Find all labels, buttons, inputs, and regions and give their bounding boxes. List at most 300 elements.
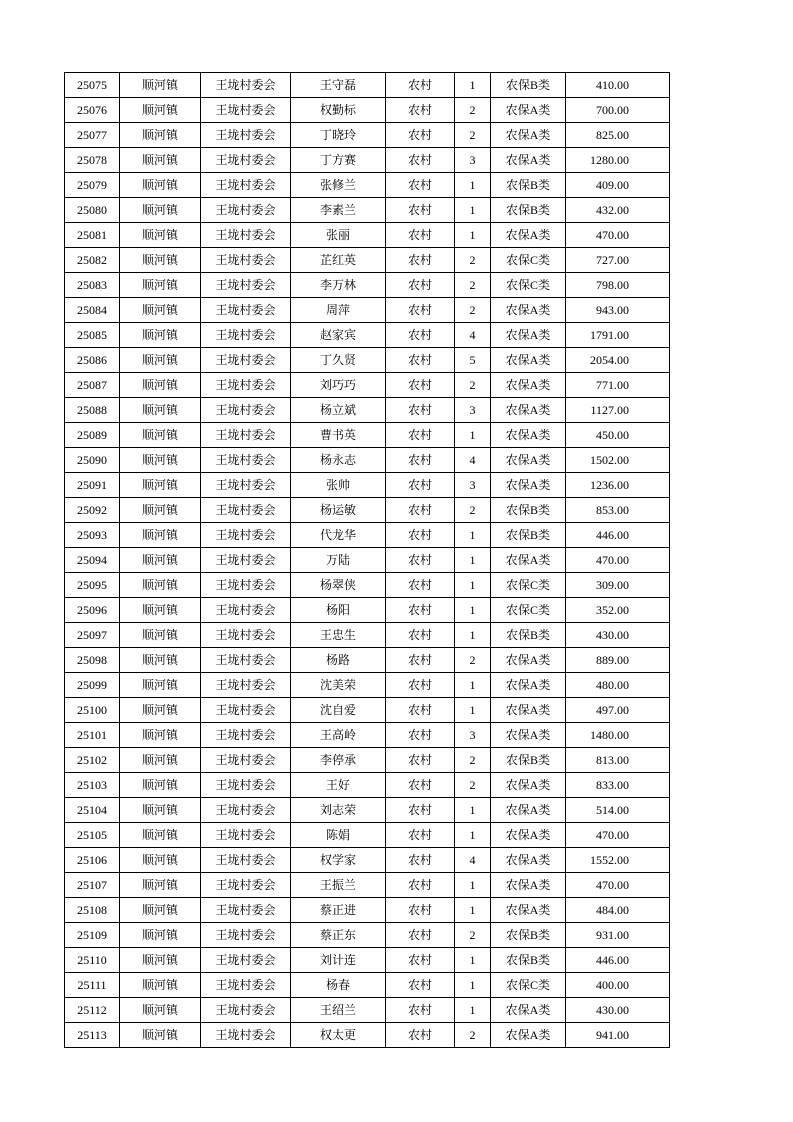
table-cell-count: 1 [455,73,491,98]
table-cell-id: 25108 [65,898,120,923]
table-cell-category: 农保C类 [491,973,566,998]
table-row [65,723,670,748]
table-cell-category: 农保A类 [491,723,566,748]
table-cell-amount: 309.00 [566,573,670,598]
table-cell-amount: 813.00 [566,748,670,773]
table-cell-amount: 1236.00 [566,473,670,498]
table-cell-residence: 农村 [386,98,455,123]
table-cell-residence: 农村 [386,723,455,748]
table-cell-village: 王垅村委会 [201,98,291,123]
table-cell-id: 25091 [65,473,120,498]
table-cell-count: 1 [455,198,491,223]
table-cell-residence: 农村 [386,1023,455,1048]
table-cell-category: 农保A类 [491,1023,566,1048]
table-cell-town: 顺河镇 [120,948,201,973]
table-cell-amount: 409.00 [566,173,670,198]
table-cell-residence: 农村 [386,273,455,298]
table-row [65,398,670,423]
table-cell-category: 农保A类 [491,773,566,798]
table-cell-name: 王振兰 [291,873,386,898]
table-cell-name: 丁方赛 [291,148,386,173]
table-cell-town: 顺河镇 [120,448,201,473]
table-cell-name: 杨翠侠 [291,573,386,598]
table-cell-category: 农保B类 [491,198,566,223]
table-cell-category: 农保B类 [491,523,566,548]
table-cell-category: 农保A类 [491,223,566,248]
table-cell-name: 王绍兰 [291,998,386,1023]
table-cell-id: 25075 [65,73,120,98]
table-cell-amount: 1280.00 [566,148,670,173]
table-cell-village: 王垅村委会 [201,373,291,398]
table-cell-count: 3 [455,148,491,173]
table-cell-amount: 931.00 [566,923,670,948]
table-cell-id: 25080 [65,198,120,223]
table-cell-village: 王垅村委会 [201,623,291,648]
table-cell-count: 1 [455,523,491,548]
table-cell-residence: 农村 [386,823,455,848]
table-row [65,498,670,523]
table-cell-village: 王垅村委会 [201,173,291,198]
table-row [65,623,670,648]
table-row [65,98,670,123]
table-cell-count: 5 [455,348,491,373]
table-cell-village: 王垅村委会 [201,323,291,348]
table-cell-residence: 农村 [386,923,455,948]
table-cell-id: 25093 [65,523,120,548]
table-cell-count: 2 [455,273,491,298]
table-cell-village: 王垅村委会 [201,548,291,573]
table-cell-residence: 农村 [386,148,455,173]
table-cell-town: 顺河镇 [120,273,201,298]
table-cell-name: 代龙华 [291,523,386,548]
table-cell-town: 顺河镇 [120,498,201,523]
table-cell-name: 杨立斌 [291,398,386,423]
table-cell-residence: 农村 [386,73,455,98]
table-cell-village: 王垅村委会 [201,898,291,923]
table-cell-amount: 446.00 [566,523,670,548]
table-row [65,573,670,598]
table-cell-town: 顺河镇 [120,598,201,623]
table-row [65,773,670,798]
table-row [65,548,670,573]
table-cell-residence: 农村 [386,873,455,898]
table-cell-id: 25098 [65,648,120,673]
table-cell-name: 张丽 [291,223,386,248]
table-cell-name: 芷红英 [291,248,386,273]
table-cell-town: 顺河镇 [120,423,201,448]
table-row [65,998,670,1023]
table-cell-id: 25089 [65,423,120,448]
table-cell-amount: 1502.00 [566,448,670,473]
table-cell-name: 权太更 [291,1023,386,1048]
table-cell-category: 农保B类 [491,498,566,523]
table-cell-name: 沈自爱 [291,698,386,723]
table-cell-id: 25079 [65,173,120,198]
table-cell-name: 王守磊 [291,73,386,98]
table-cell-amount: 943.00 [566,298,670,323]
table-cell-residence: 农村 [386,548,455,573]
table-cell-town: 顺河镇 [120,73,201,98]
table-cell-id: 25087 [65,373,120,398]
table-cell-category: 农保B类 [491,948,566,973]
table-cell-village: 王垅村委会 [201,473,291,498]
table-cell-town: 顺河镇 [120,473,201,498]
table-cell-count: 1 [455,623,491,648]
table-cell-name: 赵家宾 [291,323,386,348]
table-cell-name: 杨路 [291,648,386,673]
table-cell-count: 2 [455,648,491,673]
table-cell-village: 王垅村委会 [201,698,291,723]
table-cell-name: 张修兰 [291,173,386,198]
table-cell-village: 王垅村委会 [201,498,291,523]
table-cell-name: 蔡正进 [291,898,386,923]
table-cell-town: 顺河镇 [120,148,201,173]
table-cell-category: 农保A类 [491,698,566,723]
table-cell-village: 王垅村委会 [201,298,291,323]
table-cell-count: 2 [455,748,491,773]
table-cell-amount: 1127.00 [566,398,670,423]
table-cell-town: 顺河镇 [120,1023,201,1048]
table-cell-category: 农保A类 [491,473,566,498]
table-row [65,198,670,223]
table-cell-village: 王垅村委会 [201,598,291,623]
table-cell-village: 王垅村委会 [201,748,291,773]
table-cell-residence: 农村 [386,298,455,323]
table-cell-town: 顺河镇 [120,898,201,923]
table-cell-name: 陈娟 [291,823,386,848]
table-row [65,798,670,823]
table-cell-category: 农保C类 [491,598,566,623]
table-cell-amount: 470.00 [566,223,670,248]
table-cell-residence: 农村 [386,773,455,798]
table-cell-category: 农保B类 [491,923,566,948]
table-cell-count: 3 [455,398,491,423]
table-cell-count: 1 [455,548,491,573]
table-cell-count: 2 [455,498,491,523]
table-cell-amount: 700.00 [566,98,670,123]
table-cell-amount: 400.00 [566,973,670,998]
table-cell-id: 25094 [65,548,120,573]
table-cell-category: 农保A类 [491,998,566,1023]
table-row [65,898,670,923]
table-cell-amount: 833.00 [566,773,670,798]
table-cell-town: 顺河镇 [120,698,201,723]
table-cell-amount: 470.00 [566,548,670,573]
table-cell-village: 王垅村委会 [201,948,291,973]
table-row [65,698,670,723]
table-cell-village: 王垅村委会 [201,398,291,423]
table-cell-count: 2 [455,123,491,148]
table-cell-category: 农保A类 [491,798,566,823]
table-cell-town: 顺河镇 [120,223,201,248]
records-table-body [65,73,670,1048]
table-cell-name: 杨运敏 [291,498,386,523]
table-cell-name: 杨春 [291,973,386,998]
table-cell-id: 25078 [65,148,120,173]
table-cell-count: 1 [455,598,491,623]
table-cell-name: 王好 [291,773,386,798]
table-cell-count: 2 [455,1023,491,1048]
table-cell-town: 顺河镇 [120,848,201,873]
table-cell-village: 王垅村委会 [201,148,291,173]
table-cell-residence: 农村 [386,648,455,673]
table-cell-amount: 941.00 [566,1023,670,1048]
table-cell-category: 农保B类 [491,173,566,198]
table-cell-residence: 农村 [386,348,455,373]
table-cell-category: 农保A类 [491,298,566,323]
table-cell-town: 顺河镇 [120,648,201,673]
table-cell-town: 顺河镇 [120,798,201,823]
table-cell-name: 周萍 [291,298,386,323]
table-row [65,323,670,348]
table-cell-count: 1 [455,898,491,923]
table-cell-residence: 农村 [386,173,455,198]
table-cell-id: 25103 [65,773,120,798]
table-cell-name: 权学家 [291,848,386,873]
table-cell-town: 顺河镇 [120,348,201,373]
table-cell-town: 顺河镇 [120,623,201,648]
table-cell-residence: 农村 [386,948,455,973]
table-row [65,273,670,298]
table-row [65,923,670,948]
table-cell-category: 农保A类 [491,148,566,173]
table-cell-id: 25083 [65,273,120,298]
table-cell-amount: 853.00 [566,498,670,523]
table-cell-amount: 1791.00 [566,323,670,348]
table-cell-town: 顺河镇 [120,523,201,548]
table-cell-count: 4 [455,323,491,348]
table-cell-amount: 480.00 [566,673,670,698]
table-cell-id: 25090 [65,448,120,473]
table-cell-village: 王垅村委会 [201,1023,291,1048]
table-cell-category: 农保C类 [491,248,566,273]
table-cell-count: 1 [455,698,491,723]
table-cell-id: 25099 [65,673,120,698]
table-row [65,448,670,473]
table-cell-town: 顺河镇 [120,923,201,948]
table-cell-village: 王垅村委会 [201,648,291,673]
table-cell-name: 刘巧巧 [291,373,386,398]
table-cell-category: 农保A类 [491,323,566,348]
table-cell-amount: 497.00 [566,698,670,723]
table-cell-id: 25104 [65,798,120,823]
table-cell-town: 顺河镇 [120,198,201,223]
table-cell-id: 25107 [65,873,120,898]
table-cell-category: 农保A类 [491,448,566,473]
table-cell-amount: 470.00 [566,873,670,898]
table-cell-id: 25088 [65,398,120,423]
table-cell-count: 2 [455,298,491,323]
table-cell-category: 农保A类 [491,423,566,448]
table-cell-residence: 农村 [386,323,455,348]
table-cell-residence: 农村 [386,698,455,723]
table-cell-village: 王垅村委会 [201,723,291,748]
table-cell-town: 顺河镇 [120,773,201,798]
table-cell-town: 顺河镇 [120,823,201,848]
table-cell-count: 3 [455,473,491,498]
table-cell-count: 2 [455,373,491,398]
table-row [65,823,670,848]
table-row [65,173,670,198]
table-cell-town: 顺河镇 [120,123,201,148]
table-cell-amount: 484.00 [566,898,670,923]
table-cell-amount: 410.00 [566,73,670,98]
table-cell-count: 1 [455,423,491,448]
table-row [65,523,670,548]
table-cell-town: 顺河镇 [120,673,201,698]
table-cell-village: 王垅村委会 [201,523,291,548]
table-cell-village: 王垅村委会 [201,823,291,848]
table-cell-residence: 农村 [386,598,455,623]
table-cell-amount: 352.00 [566,598,670,623]
table-cell-residence: 农村 [386,248,455,273]
table-cell-count: 1 [455,873,491,898]
table-cell-id: 25081 [65,223,120,248]
table-cell-id: 25110 [65,948,120,973]
table-cell-category: 农保B类 [491,748,566,773]
table-cell-residence: 农村 [386,423,455,448]
table-cell-name: 权勤标 [291,98,386,123]
table-cell-name: 李素兰 [291,198,386,223]
table-cell-name: 丁晓玲 [291,123,386,148]
table-cell-town: 顺河镇 [120,573,201,598]
table-cell-town: 顺河镇 [120,998,201,1023]
table-cell-name: 丁久贤 [291,348,386,373]
table-cell-amount: 727.00 [566,248,670,273]
table-cell-amount: 798.00 [566,273,670,298]
table-cell-name: 万陆 [291,548,386,573]
table-cell-village: 王垅村委会 [201,423,291,448]
table-cell-amount: 889.00 [566,648,670,673]
table-cell-name: 李停承 [291,748,386,773]
table-cell-residence: 农村 [386,473,455,498]
table-row [65,1023,670,1048]
records-table [64,72,670,1048]
table-cell-residence: 农村 [386,123,455,148]
table-cell-village: 王垅村委会 [201,848,291,873]
table-cell-village: 王垅村委会 [201,223,291,248]
table-cell-name: 王高岭 [291,723,386,748]
table-row [65,123,670,148]
table-cell-village: 王垅村委会 [201,448,291,473]
table-cell-village: 王垅村委会 [201,773,291,798]
table-row [65,848,670,873]
table-cell-count: 4 [455,848,491,873]
table-cell-residence: 农村 [386,798,455,823]
table-cell-village: 王垅村委会 [201,923,291,948]
table-row [65,223,670,248]
table-cell-town: 顺河镇 [120,298,201,323]
table-row [65,248,670,273]
table-cell-count: 1 [455,173,491,198]
table-cell-amount: 446.00 [566,948,670,973]
table-cell-town: 顺河镇 [120,873,201,898]
table-cell-town: 顺河镇 [120,173,201,198]
table-cell-amount: 432.00 [566,198,670,223]
table-cell-count: 1 [455,223,491,248]
table-cell-village: 王垅村委会 [201,573,291,598]
table-cell-name: 沈美荣 [291,673,386,698]
table-cell-amount: 430.00 [566,998,670,1023]
table-cell-id: 25077 [65,123,120,148]
table-cell-amount: 1552.00 [566,848,670,873]
table-cell-id: 25086 [65,348,120,373]
table-cell-count: 1 [455,798,491,823]
table-cell-residence: 农村 [386,198,455,223]
table-cell-residence: 农村 [386,523,455,548]
table-row [65,73,670,98]
table-cell-count: 2 [455,98,491,123]
table-cell-town: 顺河镇 [120,548,201,573]
table-cell-category: 农保A类 [491,873,566,898]
table-cell-name: 杨阳 [291,598,386,623]
table-cell-category: 农保C类 [491,273,566,298]
table-cell-category: 农保A类 [491,898,566,923]
table-cell-category: 农保B类 [491,73,566,98]
table-cell-amount: 825.00 [566,123,670,148]
table-cell-count: 1 [455,823,491,848]
table-cell-village: 王垅村委会 [201,198,291,223]
table-cell-name: 张帅 [291,473,386,498]
table-cell-residence: 农村 [386,848,455,873]
table-cell-category: 农保A类 [491,348,566,373]
table-cell-name: 王忠生 [291,623,386,648]
table-cell-village: 王垅村委会 [201,998,291,1023]
table-cell-category: 农保A类 [491,673,566,698]
table-cell-name: 曹书英 [291,423,386,448]
table-cell-residence: 农村 [386,673,455,698]
table-cell-category: 农保A类 [491,373,566,398]
table-cell-id: 25101 [65,723,120,748]
table-cell-id: 25095 [65,573,120,598]
table-cell-count: 4 [455,448,491,473]
table-cell-category: 农保A类 [491,848,566,873]
table-cell-category: 农保A类 [491,98,566,123]
table-cell-amount: 2054.00 [566,348,670,373]
table-cell-category: 农保A类 [491,823,566,848]
table-cell-id: 25106 [65,848,120,873]
table-cell-town: 顺河镇 [120,248,201,273]
table-cell-id: 25112 [65,998,120,1023]
table-cell-count: 1 [455,973,491,998]
table-cell-count: 3 [455,723,491,748]
table-cell-residence: 农村 [386,398,455,423]
table-cell-village: 王垅村委会 [201,248,291,273]
table-row [65,148,670,173]
table-cell-id: 25097 [65,623,120,648]
table-cell-village: 王垅村委会 [201,873,291,898]
table-cell-village: 王垅村委会 [201,673,291,698]
table-cell-category: 农保A类 [491,398,566,423]
table-cell-count: 2 [455,773,491,798]
table-cell-residence: 农村 [386,748,455,773]
table-cell-category: 农保A类 [491,548,566,573]
table-cell-residence: 农村 [386,498,455,523]
table-cell-residence: 农村 [386,373,455,398]
table-cell-id: 25105 [65,823,120,848]
table-cell-amount: 470.00 [566,823,670,848]
table-cell-id: 25096 [65,598,120,623]
table-cell-count: 1 [455,573,491,598]
table-cell-id: 25084 [65,298,120,323]
table-cell-town: 顺河镇 [120,723,201,748]
table-cell-count: 1 [455,673,491,698]
table-cell-residence: 农村 [386,998,455,1023]
table-cell-id: 25082 [65,248,120,273]
table-cell-amount: 514.00 [566,798,670,823]
table-cell-count: 2 [455,923,491,948]
table-cell-id: 25113 [65,1023,120,1048]
